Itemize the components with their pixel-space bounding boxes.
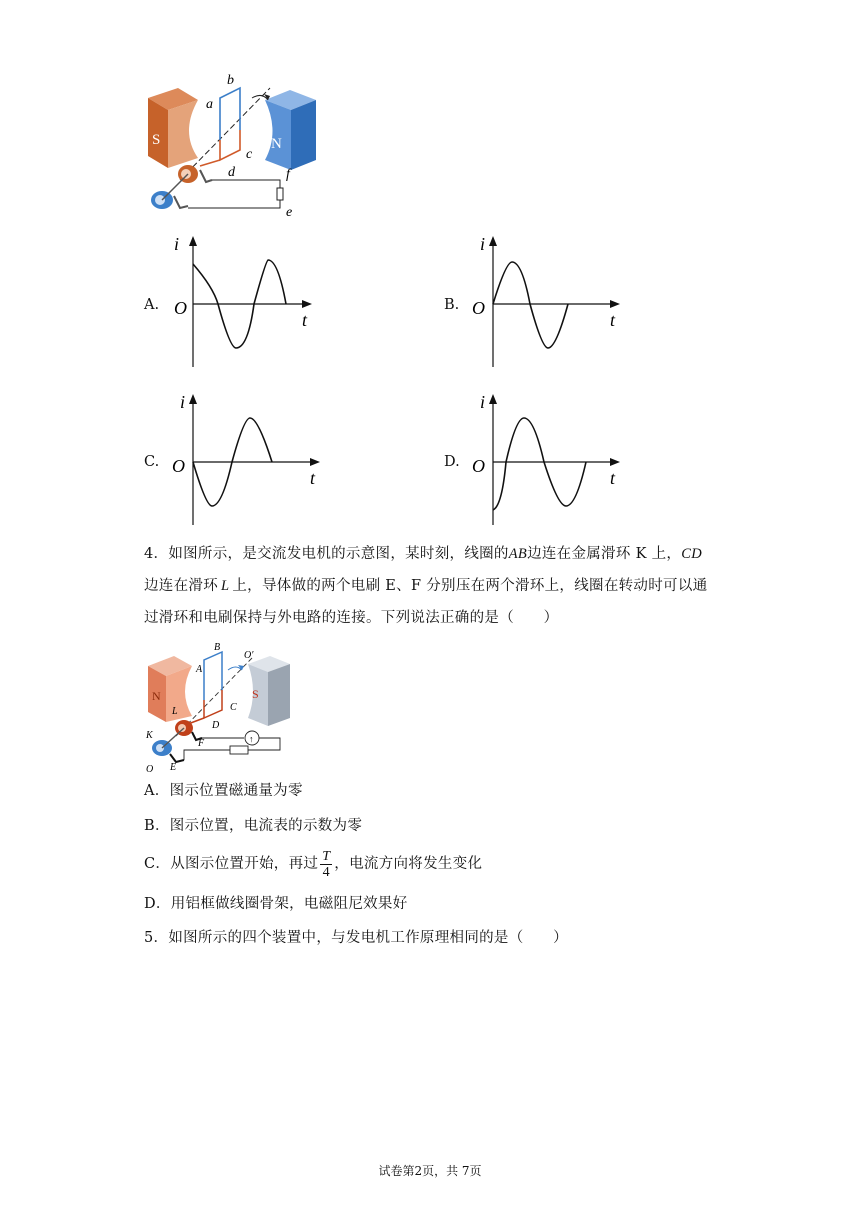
- graph-b: [468, 232, 628, 372]
- svg-text:↑: ↑: [249, 734, 254, 744]
- label-c: c: [246, 147, 253, 162]
- question-5-text: 5．如图所示的四个装置中，与发电机工作原理相同的是（ ）: [144, 930, 568, 946]
- option-letter-b: B.: [444, 297, 460, 313]
- q4-option-b[interactable]: B．图示位置，电流表的示数为零: [144, 818, 363, 834]
- graph-c-t-label: t: [310, 468, 316, 488]
- graph-c-o-label: O: [172, 456, 185, 476]
- fraction-t-over-4: $\frac{T}{4}$: [322, 848, 331, 880]
- graph-a: [168, 232, 318, 372]
- label-b: b: [227, 73, 234, 88]
- option-letter-d: D.: [444, 454, 460, 470]
- graph-d-o-label: O: [472, 456, 485, 476]
- q4-option-a[interactable]: A．图示位置磁通量为零: [144, 783, 303, 799]
- page-footer: 试卷第2页，共 7页: [378, 1164, 482, 1178]
- graph-d-i-label: i: [480, 392, 486, 412]
- label-f: f: [286, 167, 290, 182]
- option-letter-c: C.: [144, 454, 160, 470]
- q4-label-e: E: [170, 762, 177, 773]
- magnet-s-label: S: [152, 132, 161, 148]
- label-d: d: [228, 165, 235, 180]
- graph-b-i-label: i: [480, 234, 486, 254]
- q4-magnet-n-label: N: [152, 689, 161, 703]
- q4-label-d: D: [212, 720, 220, 731]
- graph-a-o-label: O: [174, 298, 187, 318]
- q4-label-a: A: [196, 664, 203, 675]
- label-e: e: [286, 205, 293, 220]
- label-a: a: [206, 97, 213, 112]
- question-4-line-1: 4．如图所示，是交流发电机的示意图，某时刻，线圈的AB边连在金属滑环 K 上，CD: [144, 546, 702, 562]
- graph-b-t-label: t: [610, 310, 616, 330]
- q4-label-k: K: [146, 730, 153, 741]
- q4-label-o: O: [146, 764, 154, 775]
- graph-d: [468, 390, 628, 530]
- question-4-line-2: 边连在滑环 L 上，导体做的两个电刷 E、F 分别压在两个滑环上，线圈在转动时可以通: [144, 578, 708, 594]
- graph-b-o-label: O: [472, 298, 485, 318]
- q4-label-c: C: [230, 702, 237, 713]
- generator-figure-top: [140, 70, 320, 220]
- q4-label-b: B: [214, 642, 221, 653]
- q4-magnet-s-label: S: [252, 687, 259, 701]
- q4-option-d[interactable]: D．用铝框做线圈骨架，电磁阻尼效果好: [144, 896, 408, 912]
- graph-c-i-label: i: [180, 392, 186, 412]
- q4-label-f: F: [198, 738, 205, 749]
- graph-c: [168, 390, 328, 530]
- graph-a-i-label: i: [174, 234, 180, 254]
- option-letter-a: A.: [144, 297, 160, 313]
- q4-option-c[interactable]: C．从图示位置开始，再过 $\frac{T}{4}$ ，电流方向将发生变化: [144, 848, 483, 880]
- generator-figure-q4: [140, 640, 290, 775]
- question-4-line-3: 过滑环和电刷保持与外电路的连接。下列说法正确的是（ ）: [144, 610, 559, 626]
- graph-d-t-label: t: [610, 468, 616, 488]
- graph-a-t-label: t: [302, 310, 308, 330]
- q4-label-o-prime: O′: [244, 650, 254, 661]
- q4-label-l: L: [172, 706, 178, 717]
- question-4-text: [144, 538, 724, 634]
- magnet-n-label: N: [271, 136, 282, 152]
